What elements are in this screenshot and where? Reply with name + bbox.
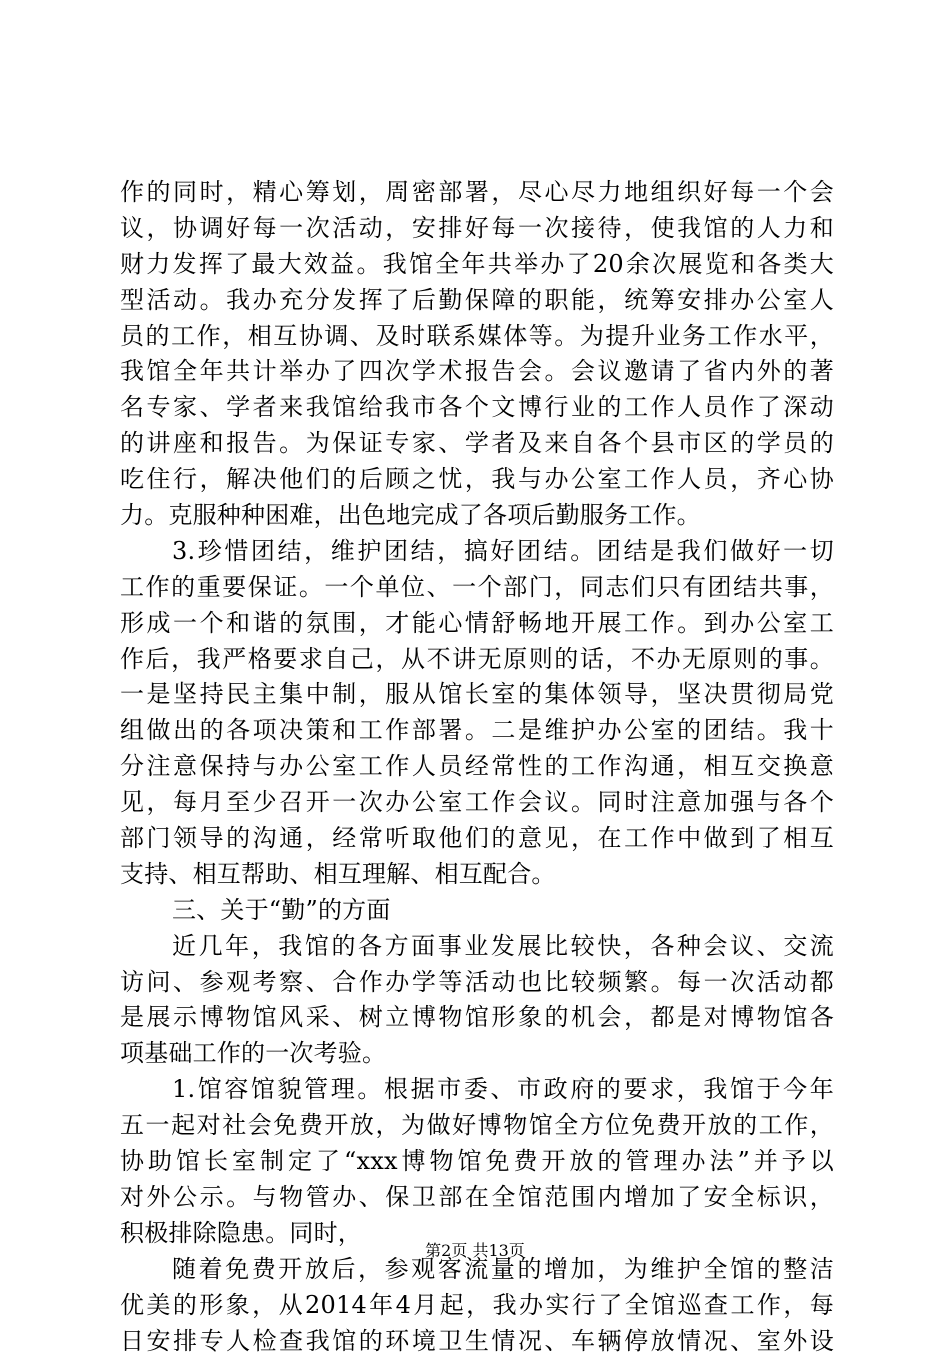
text-line: 我馆全年共计举办了四次学术报告会。会议邀请了省内外的著 (120, 354, 834, 390)
text-line: 工作的重要保证。一个单位、一个部门，同志们只有团结共事， (120, 570, 834, 606)
text-line: 部门领导的沟通，经常听取他们的意见，在工作中做到了相互 (120, 821, 834, 857)
text-line: 型活动。我办充分发挥了后勤保障的职能，统筹安排办公室人 (120, 283, 834, 319)
text-line: 对外公示。与物管办、保卫部在全馆范围内增加了安全标识， (120, 1180, 834, 1216)
text-line: 三、关于“勤”的方面 (120, 893, 834, 929)
text-line: 见，每月至少召开一次办公室工作会议。同时注意加强与各个 (120, 785, 834, 821)
text-line: 作的同时，精心筹划，周密部署，尽心尽力地组织好每一个会 (120, 175, 834, 211)
text-line: 一是坚持民主集中制，服从馆长室的集体领导，坚决贯彻局党 (120, 677, 834, 713)
text-line: 随着免费开放后，参观客流量的增加，为维护全馆的整洁 (120, 1252, 834, 1288)
text-line: 积极排除隐患。同时， (120, 1216, 834, 1252)
text-line: 1.馆容馆貌管理。根据市委、市政府的要求，我馆于今年 (120, 1072, 834, 1108)
document-body (120, 175, 834, 1359)
text-line: 支持、相互帮助、相互理解、相互配合。 (120, 857, 834, 893)
text-line: 组做出的各项决策和工作部署。二是维护办公室的团结。我十 (120, 713, 834, 749)
text-line: 3.珍惜团结，维护团结，搞好团结。团结是我们做好一切 (120, 534, 834, 570)
text-line: 吃住行，解决他们的后顾之忧，我与办公室工作人员，齐心协 (120, 462, 834, 498)
text-line: 五一起对社会免费开放，为做好博物馆全方位免费开放的工作， (120, 1108, 834, 1144)
text-line: 近几年，我馆的各方面事业发展比较快，各种会议、交流 (120, 929, 834, 965)
text-line: 访问、参观考察、合作办学等活动也比较频繁。每一次活动都 (120, 965, 834, 1001)
text-line: 名专家、学者来我馆给我市各个文博行业的工作人员作了深动 (120, 390, 834, 426)
text-line: 项基础工作的一次考验。 (120, 1036, 834, 1072)
page-footer: 第2页 共13页 (0, 1241, 950, 1261)
text-line: 优美的形象，从2014年4月起，我办实行了全馆巡查工作，每 (120, 1288, 834, 1324)
text-line: 财力发挥了最大效益。我馆全年共举办了20余次展览和各类大 (120, 247, 834, 283)
text-line: 员的工作，相互协调、及时联系媒体等。为提升业务工作水平， (120, 319, 834, 355)
text-line: 的讲座和报告。为保证专家、学者及来自各个县市区的学员的 (120, 426, 834, 462)
text-line: 力。克服种种困难，出色地完成了各项后勤服务工作。 (120, 498, 834, 534)
text-line: 作后，我严格要求自己，从不讲无原则的话，不办无原则的事。 (120, 642, 834, 678)
text-line: 日安排专人检查我馆的环境卫生情况、车辆停放情况、室外设 (120, 1324, 834, 1359)
text-line: 是展示博物馆风采、树立博物馆形象的机会，都是对博物馆各 (120, 1000, 834, 1036)
text-line: 协助馆长室制定了“xxx博物馆免费开放的管理办法”并予以 (120, 1144, 834, 1180)
text-line: 形成一个和谐的氛围，才能心情舒畅地开展工作。到办公室工 (120, 606, 834, 642)
text-line: 分注意保持与办公室工作人员经常性的工作沟通，相互交换意 (120, 749, 834, 785)
text-line: 议，协调好每一次活动，安排好每一次接待，使我馆的人力和 (120, 211, 834, 247)
